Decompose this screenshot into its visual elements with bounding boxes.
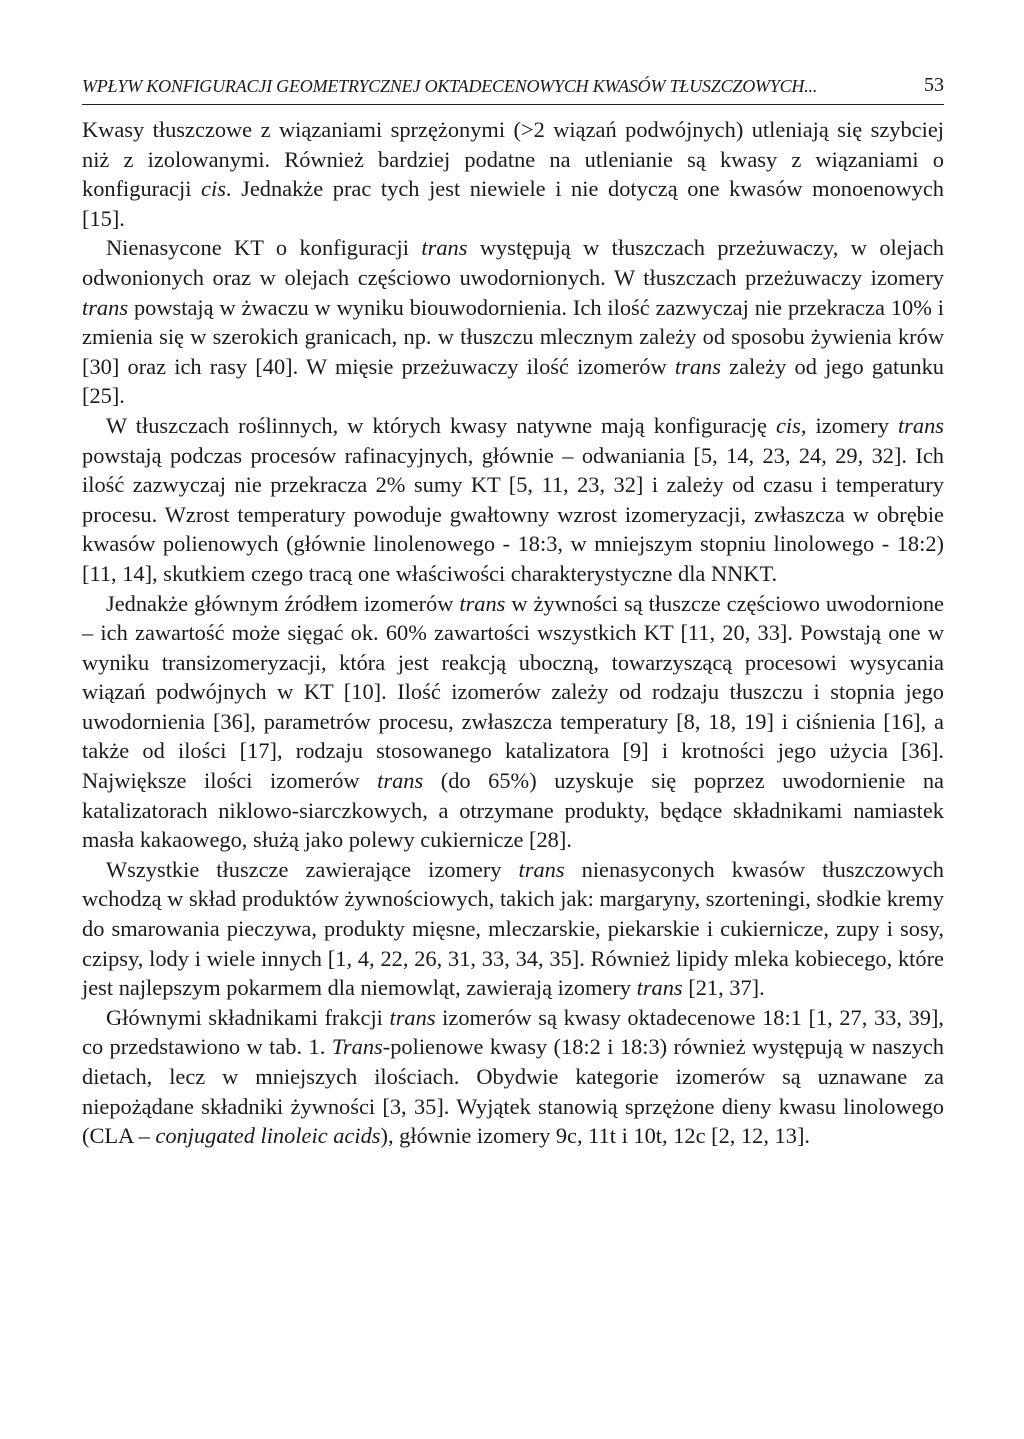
italic-term: trans [389, 1004, 436, 1030]
paragraph [82, 233, 944, 411]
paragraph [82, 855, 944, 1003]
italic-term: trans [459, 590, 506, 616]
text-run: Kwasy tłuszczowe z wiązaniami sprzężonymi (>2 wiązań podwójnych) utleniają się szybciej niż z izolowanymi. Również bardziej podatne na utlenianie są kwasy z wiązaniami o konfiguracji [82, 117, 944, 202]
running-header [82, 70, 944, 105]
italic-term: Trans [331, 1034, 383, 1060]
italic-term: trans [82, 294, 129, 320]
text-run: [21, 37]. [682, 975, 765, 1001]
italic-term: conjugated linoleic acids [155, 1123, 381, 1149]
text-run: Nienasycone KT o konfiguracji [106, 235, 422, 261]
italic-term: trans [421, 235, 468, 261]
text-run: -polienowe kwasy (18:2 i 18:3) również występują w naszych dietach, lecz w mniejszych ilościach. Obydwie kategorie izomerów są uznawane za niepożądane składniki żywności [3, 35]. Wyjątek stanowią sprzężone dieny kwasu linolowego (CLA – [82, 1034, 944, 1149]
italic-term: cis [201, 176, 226, 202]
text-run: powstają w żwaczu w wyniku biouwodornienia. Ich ilość zazwyczaj nie przekracza 10% i zmienia się w szerokich granicach, np. w tłuszczu mlecznym zależy od sposobu żywienia krów [30] oraz ich rasy [40]. W mięsie przeżuwaczy ilość izomerów [82, 294, 944, 379]
italic-term: trans [636, 975, 683, 1001]
page [82, 70, 944, 1151]
italic-term: trans [377, 768, 424, 794]
page-number: 53 [924, 74, 944, 96]
italic-term: trans [674, 353, 721, 379]
italic-term: cis [775, 412, 801, 438]
text-run: Jednakże głównym źródłem izomerów [106, 590, 460, 616]
text-run: (do 65%) uzyskuje się poprzez uwodornienie na katalizatorach niklowo-siarczkowych, a otrzymane produkty, będące składnikami namiastek masła kakaowego, służą jako polewy cukiernicze [28]. [82, 768, 944, 853]
body-text [82, 115, 944, 1151]
text-run: zależy od jego gatunku [25]. [82, 353, 945, 409]
paragraph [82, 589, 944, 855]
text-run: , izomery [800, 412, 898, 438]
text-run: powstają podczas procesów rafinacyjnych, głównie – odwaniania [5, 14, 23, 24, 29, 32]. Ich ilość zazwyczaj nie przekracza 2% sumy KT [5, 11, 23, 32] i zależy od czasu i temperatury procesu. Wzrost temperatury powoduje gwałtowny wzrost izomeryzacji, zwłaszcza w obrębie kwasów polienowych (głównie linolenowego - 18:3, w mniejszym stopniu linolowego - 18:2) [11, 14], skutkiem czego tracą one właściwości charakterystyczne dla NNKT. [82, 442, 944, 586]
text-run: nienasyconych kwasów tłuszczowych wchodzą w skład produktów żywnościowych, takich jak: margaryny, szorteningi, słodkie kremy do smarowania pieczywa, produkty mięsne, mleczarskie, piekarskie i cukiernicze, zupy i sosy, czipsy, lody i wiele innych [1, 4, 22, 26, 31, 33, 34, 35]. Również lipidy mleka kobiecego, które jest najlepszym pokarmem dla niemowląt, zawierają izomery [82, 856, 944, 1001]
running-title: WPŁYW KONFIGURACJI GEOMETRYCZNEJ OKTADECENOWYCH KWASÓW TŁUSZCZOWYCH... [82, 76, 818, 96]
text-run: . Jednakże prac tych jest niewiele i nie dotyczą one kwasów monoenowych [15]. [82, 176, 944, 231]
text-run: występują w tłuszczach przeżuwaczy, w olejach odwonionych oraz w olejach częściowo uwodornionych. W tłuszczach przeżuwaczy izomery [82, 235, 944, 290]
paragraph [82, 1003, 944, 1151]
text-run: Głównymi składnikami frakcji [106, 1004, 390, 1030]
text-run: W tłuszczach roślinnych, w których kwasy natywne mają konfigurację [106, 412, 776, 438]
paragraph [82, 411, 944, 589]
text-run: ), głównie izomery 9c, 11t i 10t, 12c [2, 12, 13]. [380, 1123, 810, 1149]
text-run: Wszystkie tłuszcze zawierające izomery [106, 856, 519, 882]
text-run: w żywności są tłuszcze częściowo uwodornione – ich zawartość może sięgać ok. 60% zawartości wszystkich KT [11, 20, 33]. Powstają one w wyniku transizomeryzacji, która jest reakcją uboczną, towarzyszącą procesowi wysycania wiązań podwójnych w KT [10]. Ilość izomerów zależy od rodzaju tłuszczu i stopnia jego uwodornienia [36], parametrów procesu, zwłaszcza temperatury [8, 18, 19] i ciśnienia [16], a także od ilości [17], rodzaju stosowanego katalizatora [9] i krotności jego użycia [36]. Największe ilości izomerów [82, 590, 944, 794]
paragraph [82, 115, 944, 233]
italic-term: trans [518, 856, 565, 882]
text-run: izomerów są kwasy oktadecenowe 18:1 [1, 27, 33, 39], co przedstawiono w tab. 1. [82, 1004, 944, 1060]
italic-term: trans [897, 412, 944, 438]
